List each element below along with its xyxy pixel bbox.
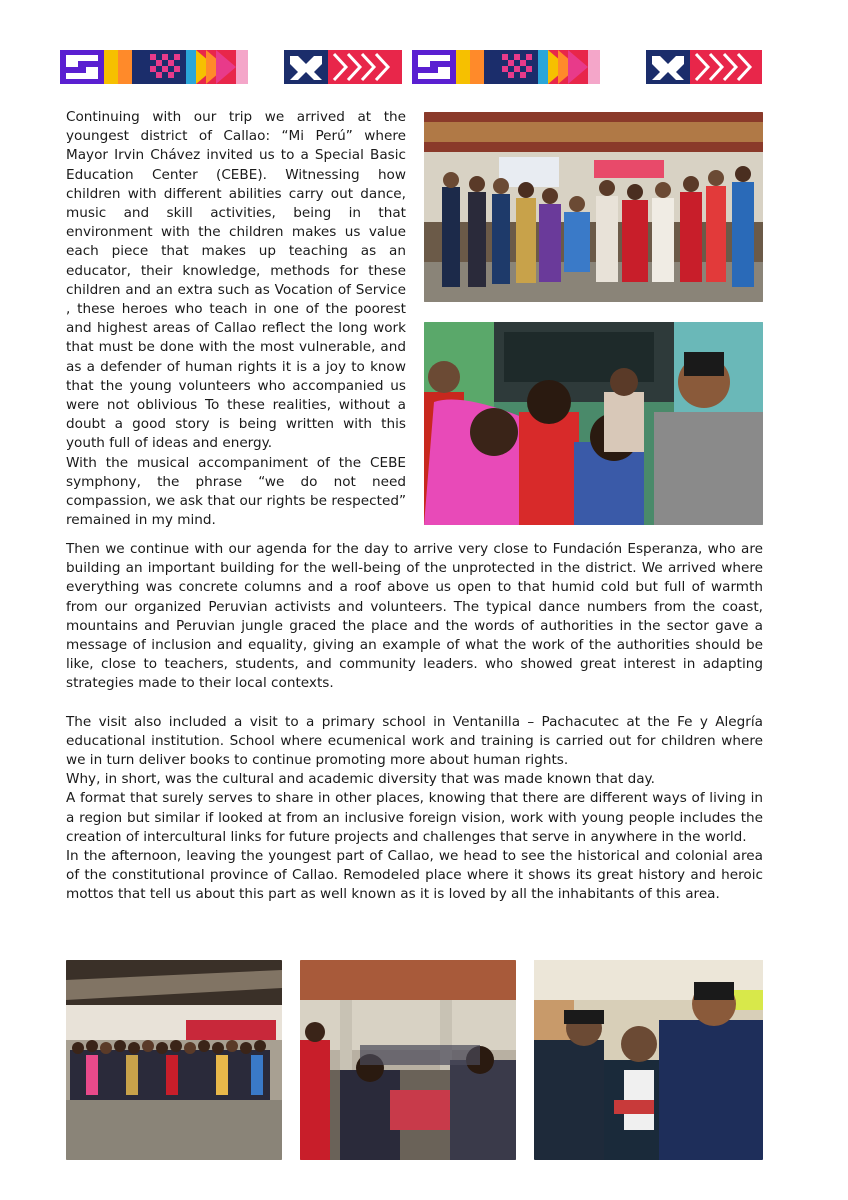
body-paragraph: Then we continue with our agenda for the day to arrive very close to Fundación Esperanza, who are building an important building for the well-being of the unprotected in the district. We arrived where everything was concrete columns and a roof above us open to that humid cold but full of warmth from our organized Peruvian activists and volunteers. The typical dance numbers from the coast, mountains and Peruvian jungle graced the place and the words of authorities in the sector gave a message of inclusion and equality, giving an example of what the work of the authorities should be like, close to teachers, students, and community leaders. who showed great interest in adapting strategies made to their local contexts. <box>66 541 763 692</box>
photo-cebe-group <box>424 112 763 302</box>
intro-paragraph: With the musical accompaniment of the CEBE symphony, the phrase “we do not need compassion, we ask that our rights be respected” remained in my mind. <box>66 454 406 529</box>
intro-paragraph: Continuing with our trip we arrived at the youngest district of Callao: “Mi Perú” where Mayor Irvin Chávez invited us to a Special Basic Education Center (CEBE). Witnessing how children with different abilities carry out dance, music and skill activities, being in that environment with the children makes us value each piece that makes up teaching as an educator, their knowledge, methods for these children and an extra such as Vocation of Service , these heroes who teach in one of the poorest and highest areas of Callao reflect the long work that must be done with the most vulnerable, and as a defender of human rights it is a joy to know that the young volunteers who accompanied us were not oblivious To these realities, without a doubt a good story is being written with this youth full of ideas and energy. <box>66 109 406 452</box>
pattern-graphic <box>60 50 762 84</box>
photo-meeting-tables <box>300 960 516 1160</box>
body-paragraph: The visit also included a visit to a primary school in Ventanilla – Pachacutec at the Fe y Alegría educational institution. School where ecumenical work and training is carried out for children where we in turn deliver books to continue promoting more about human rights. <box>66 713 763 769</box>
photo-students-books <box>534 960 763 1160</box>
photo-large-group-hall <box>66 960 282 1160</box>
intro-text-column <box>66 108 406 530</box>
body-paragraph: A format that surely serves to share in other places, knowing that there are different ways of living in a region but similar if looked at from an inclusive foreign vision, work with young people includes the creation of intercultural links for future projects and challenges that serve in anywhere in the world. <box>66 790 763 845</box>
body-paragraph: In the afternoon, leaving the youngest part of Callao, we head to see the historical and colonial area of the constitutional province of Callao. Remodeled place where it shows its great history and heroic mottos that tell us about this part as well known as it is loved by all the inhabitants of this area. <box>66 848 763 903</box>
decorative-pattern-banner <box>60 50 762 84</box>
paragraph-gap <box>66 694 763 713</box>
body-paragraph: Why, in short, was the cultural and academic diversity that was made known that day. <box>66 771 655 788</box>
body-text <box>66 540 763 905</box>
photo-volunteers-greeting <box>424 322 763 525</box>
